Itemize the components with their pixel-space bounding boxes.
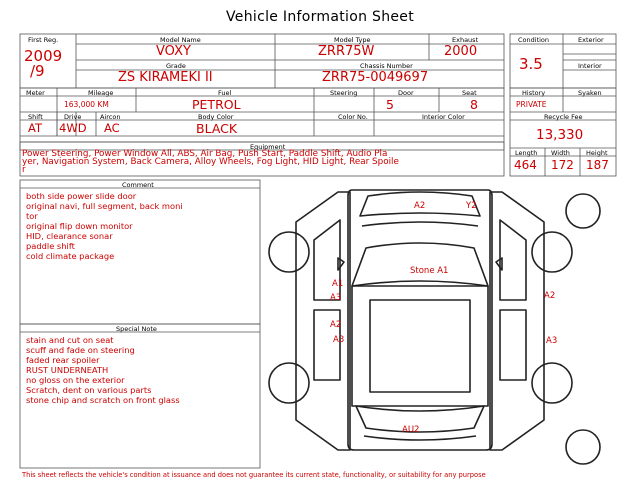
door-value: 5: [386, 97, 394, 112]
damage-mark: A3: [333, 335, 345, 345]
model-type-label: Model Type: [334, 36, 371, 44]
seat-label: Seat: [462, 89, 477, 97]
aircon-value: AC: [104, 121, 120, 135]
grade-value: ZS KIRAMEKI II: [118, 70, 213, 85]
drive-value: 4WD: [59, 121, 87, 135]
equipment-label: Equipment: [250, 143, 286, 151]
first-reg-label: First Reg.: [28, 36, 59, 44]
interior-color-label: Interior Color: [422, 113, 465, 121]
fuel-label: Fuel: [218, 89, 232, 97]
length-value: 464: [514, 158, 537, 172]
special-note-line: RUST UNDERNEATH: [26, 365, 109, 375]
fuel-value: PETROL: [192, 97, 241, 112]
seat-value: 8: [470, 97, 478, 112]
body-color-label: Body Color: [198, 113, 234, 121]
aircon-label: Aircon: [100, 113, 121, 121]
condition-grade-value: 3.5: [519, 55, 543, 73]
height-value: 187: [586, 158, 609, 172]
recycle-fee-label: Recycle Fee: [544, 113, 583, 121]
damage-mark: A1: [332, 279, 344, 289]
interior-label: Interior: [578, 62, 602, 70]
special-note-line: stain and cut on seat: [26, 335, 114, 345]
shift-label: Shift: [28, 113, 43, 121]
special-note-line: scuff and fade on steering: [26, 345, 135, 355]
damage-mark: Stone A1: [410, 266, 449, 276]
disclaimer-footer: This sheet reflects the vehicle's condition at issuance and does not guarantee its current state, functionality, or suitability for any purpose: [22, 471, 486, 479]
chassis-number-value: ZRR75-0049697: [322, 70, 429, 85]
special-note-line: Scratch, dent on various parts: [26, 385, 152, 395]
syaken-label: Syaken: [578, 89, 602, 97]
body-color-value: BLACK: [196, 121, 238, 136]
history-label: History: [522, 89, 546, 97]
recycle-fee-value: 13,330: [536, 127, 584, 143]
comment-line: tor: [26, 211, 38, 221]
special-note-line: no gloss on the exterior: [26, 375, 125, 385]
equipment-line-1: Power Steering, Power Window All, ABS, Air Bag, Push Start, Paddle Shift, Audio Pla: [22, 149, 388, 159]
model-name-label: Model Name: [160, 36, 201, 44]
exhaust-label: Exhaust: [452, 36, 479, 44]
equipment-line-3: r: [22, 165, 26, 175]
color-no-label: Color No.: [338, 113, 368, 121]
mileage-label: Mileage: [88, 89, 114, 97]
damage-mark: A3: [546, 336, 558, 346]
comment-line: paddle shift: [26, 241, 75, 251]
condition-label: Condition: [518, 36, 550, 44]
steering-label: Steering: [330, 89, 358, 97]
width-label: Width: [551, 149, 570, 157]
chassis-number-label: Chassis Number: [360, 62, 413, 70]
drive-label: Drive: [64, 113, 82, 121]
comment-label: Comment: [122, 181, 154, 189]
grade-label: Grade: [166, 62, 186, 70]
first-reg-month: /9: [30, 62, 45, 80]
comment-line: HID, clearance sonar: [26, 231, 113, 241]
comment-line: original navi, full segment, back moni: [26, 201, 183, 211]
damage-mark: AU2: [402, 425, 420, 435]
comment-line: original flip down monitor: [26, 221, 133, 231]
width-value: 172: [551, 158, 574, 172]
exterior-label: Exterior: [578, 36, 604, 44]
sheet-title: Vehicle Information Sheet: [226, 9, 414, 25]
damage-mark: A2: [544, 291, 556, 301]
shift-value: AT: [28, 121, 42, 135]
height-label: Height: [586, 149, 608, 157]
damage-mark: A2: [414, 201, 426, 211]
door-label: Door: [398, 89, 414, 97]
model-type-value: ZRR75W: [318, 44, 375, 59]
special-note-line: stone chip and scratch on front glass: [26, 395, 180, 405]
model-name-value: VOXY: [156, 44, 191, 59]
first-reg-year: 2009: [24, 47, 63, 65]
damage-mark: Y2: [466, 201, 477, 211]
mileage-value: 163,000 KM: [64, 100, 109, 109]
special-note-line: faded rear spoiler: [26, 355, 100, 365]
damage-mark: A2: [330, 320, 342, 330]
equipment-line-2: yer, Navigation System, Back Camera, Alloy Wheels, Fog Light, HID Light, Rear Spoile: [22, 157, 399, 167]
special-note-label: Special Note: [116, 325, 157, 333]
meter-label: Meter: [26, 89, 45, 97]
history-value: PRIVATE: [516, 100, 547, 109]
comment-line: cold climate package: [26, 251, 115, 261]
damage-mark: A3: [330, 293, 342, 303]
length-label: Length: [515, 149, 538, 157]
exhaust-value: 2000: [444, 44, 478, 59]
comment-line: both side power slide door: [26, 191, 137, 201]
